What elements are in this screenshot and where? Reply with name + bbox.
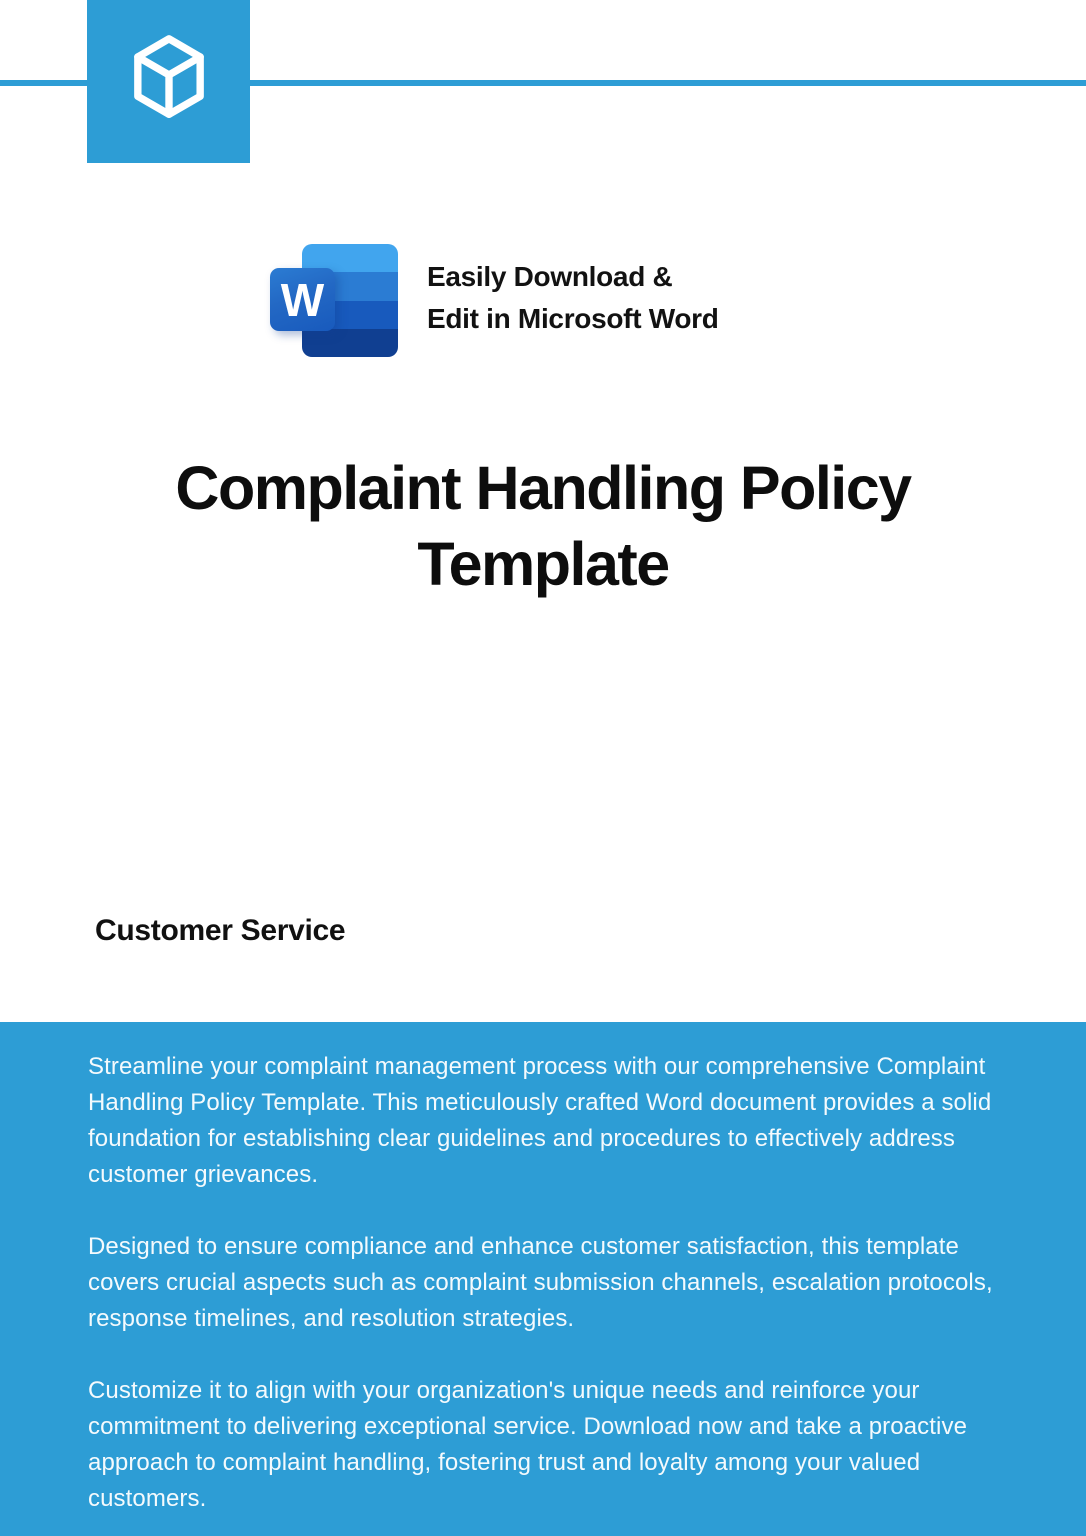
description-paragraph-2: Designed to ensure compliance and enhance customer satisfaction, this template covers crucial aspects such as complaint submission channels, escalation protocols, response timelines, and resolution strategies. <box>88 1233 993 1332</box>
word-icon-tile <box>270 268 335 331</box>
page-title <box>0 450 1086 602</box>
cube-icon <box>128 33 210 130</box>
description-paragraph-3: Customize it to align with your organization's unique needs and reinforce your commitment to delivering exceptional service. Download now and take a proactive approach to complaint handling, fostering trust and loyalty among your valued customers. <box>88 1377 968 1512</box>
word-icon-band-4 <box>302 329 398 357</box>
description-paragraph-1: Streamline your complaint management process with our comprehensive Complaint Handling Policy Template. This meticulously crafted Word document provides a solid foundation for establishing clear guidelines and procedures to effectively address customer grievances. <box>88 1053 992 1188</box>
word-badge-headline-line1: Easily Download & <box>427 261 673 292</box>
word-icon-letter: W <box>280 273 325 326</box>
description-section <box>0 1022 1086 1536</box>
brand-logo <box>87 0 250 163</box>
word-badge-headline-line2: Edit in Microsoft Word <box>427 303 719 334</box>
category-label: Customer Service <box>95 914 346 947</box>
word-badge-headline <box>427 256 719 340</box>
page-title-line1: Complaint Handling Policy <box>175 454 911 522</box>
page-title-line2: Template <box>417 530 669 598</box>
